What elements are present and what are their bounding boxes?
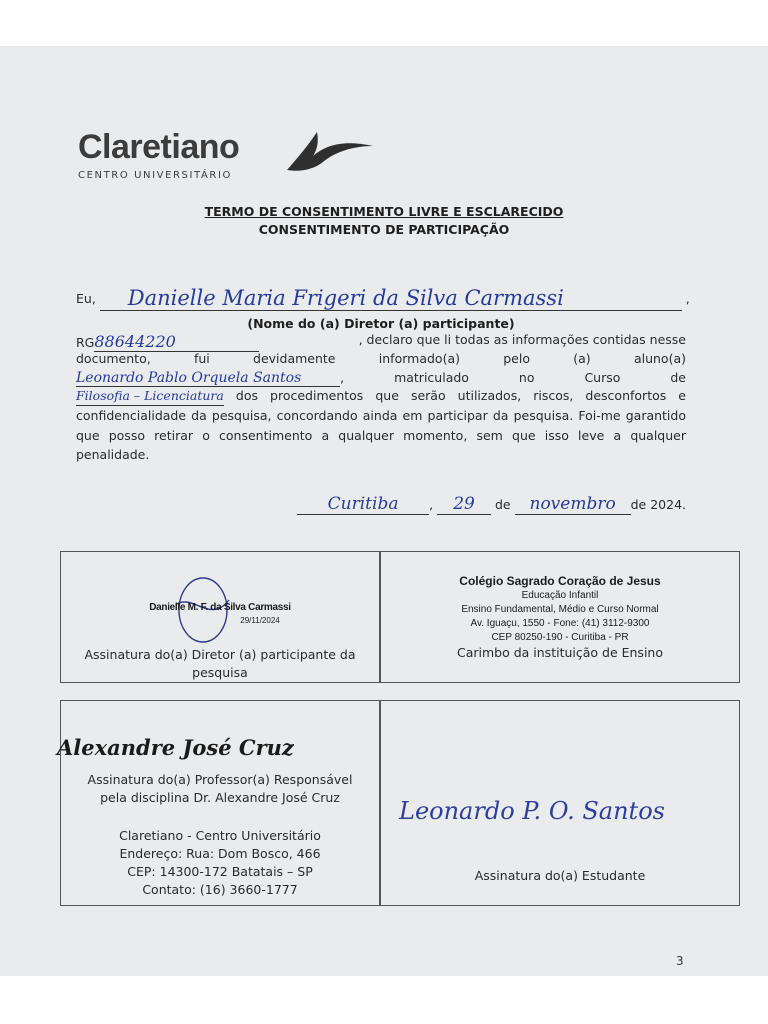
student-row <box>76 370 686 387</box>
eu-label: Eu, <box>76 291 96 306</box>
stamp-school-name: Colégio Sagrado Coração de Jesus <box>459 574 661 588</box>
document-subtitle: CONSENTIMENTO DE PARTICIPAÇÃO <box>258 222 510 237</box>
logo-subtitle: CENTRO UNIVERSITÁRIO <box>78 170 232 181</box>
day-line <box>437 494 491 515</box>
stamp-line-1: Educação Infantil <box>521 590 599 601</box>
student-signature-box <box>380 700 740 906</box>
claretiano-logo <box>78 128 240 181</box>
institution-stamp-box <box>380 551 740 683</box>
professor-cep: CEP: 14300-172 Batatais – SP <box>127 864 313 879</box>
director-signature-name: Danielle M. F. da Silva Carmassi <box>149 602 291 613</box>
stamp-line-2: Ensino Fundamental, Médio e Curso Normal <box>461 604 659 615</box>
date-row: Curitiba , 29 de novembro de 2024. <box>76 494 686 515</box>
documento-row <box>76 351 686 366</box>
day-handwritten: 29 <box>453 494 475 514</box>
director-signature-box <box>60 551 380 683</box>
month-handwritten: novembro <box>529 494 616 514</box>
name-caption: (Nome do (a) Diretor (a) participante) <box>247 316 515 331</box>
institution-caption: Carimbo da instituição de Ensino <box>456 645 663 660</box>
professor-address: Endereço: Rua: Dom Bosco, 466 <box>119 846 321 861</box>
professor-signature-box <box>57 700 380 906</box>
student-name-line <box>76 370 340 387</box>
professor-caption-1: Assinatura do(a) Professor(a) Responsável <box>87 772 353 787</box>
professor-signature: Alexandre José Cruz <box>57 735 294 760</box>
document-page <box>0 46 768 976</box>
bird-icon <box>283 124 375 176</box>
professor-caption-2: pela disciplina Dr. Alexandre José Cruz <box>100 790 340 805</box>
declaro-text: , declaro que li todas as informações contidas nesse <box>358 332 686 347</box>
director-signature-date: 29/11/2024 <box>240 616 280 625</box>
rg-row <box>76 332 686 352</box>
stamp-line-3: Av. Iguaçu, 1550 - Fone: (41) 3112-9300 <box>470 618 650 629</box>
professor-contact: Contato: (16) 3660-1777 <box>142 882 298 897</box>
matriculado-text: , matriculado no Curso de <box>340 370 686 385</box>
rg-label: RG <box>76 335 95 350</box>
director-name-line <box>100 286 682 311</box>
stamp-line-4: CEP 80250-190 - Curitiba - PR <box>491 632 629 643</box>
page-number: 3 <box>676 954 684 968</box>
month-line <box>515 494 631 515</box>
director-name-handwritten: Danielle Maria Frigeri da Silva Carmassi <box>127 286 564 310</box>
city-line <box>297 494 429 515</box>
director-caption: Assinatura do(a) Diretor (a) participante da pesquisa <box>84 647 356 680</box>
documento-text: documento, fui devidamente informado(a) pelo (a) aluno(a) <box>76 351 686 366</box>
logo-wordmark: Claretiano <box>78 128 240 166</box>
professor-institution: Claretiano - Centro Universitário <box>119 828 321 843</box>
name-row: Eu, Danielle Maria Frigeri da Silva Carmassi , <box>76 286 690 310</box>
consent-text: dos procedimentos que serão utilizados, riscos, desconfortos e confidencialidade da pesquisa, concordando ainda em participar da pesquisa. Foi-me garantido que posso retirar o consentimento a qualquer momento, sem que isso leve a qualquer penalidade. <box>76 388 686 462</box>
student-name-handwritten: Leonardo Pablo Orquela Santos <box>76 370 302 386</box>
city-handwritten: Curitiba <box>327 494 399 514</box>
document-title: TERMO DE CONSENTIMENTO LIVRE E ESCLARECIDO <box>204 204 564 219</box>
rg-line <box>94 332 259 352</box>
year-text: de 2024. <box>630 497 686 512</box>
student-signature: Leonardo P. O. Santos <box>399 797 665 825</box>
course-handwritten: Filosofia – Licenciatura <box>76 386 224 406</box>
de-label: de <box>495 497 511 512</box>
consent-paragraph <box>76 386 686 464</box>
rg-value-handwritten: 88644220 <box>94 332 176 351</box>
student-caption: Assinatura do(a) Estudante <box>474 868 646 883</box>
